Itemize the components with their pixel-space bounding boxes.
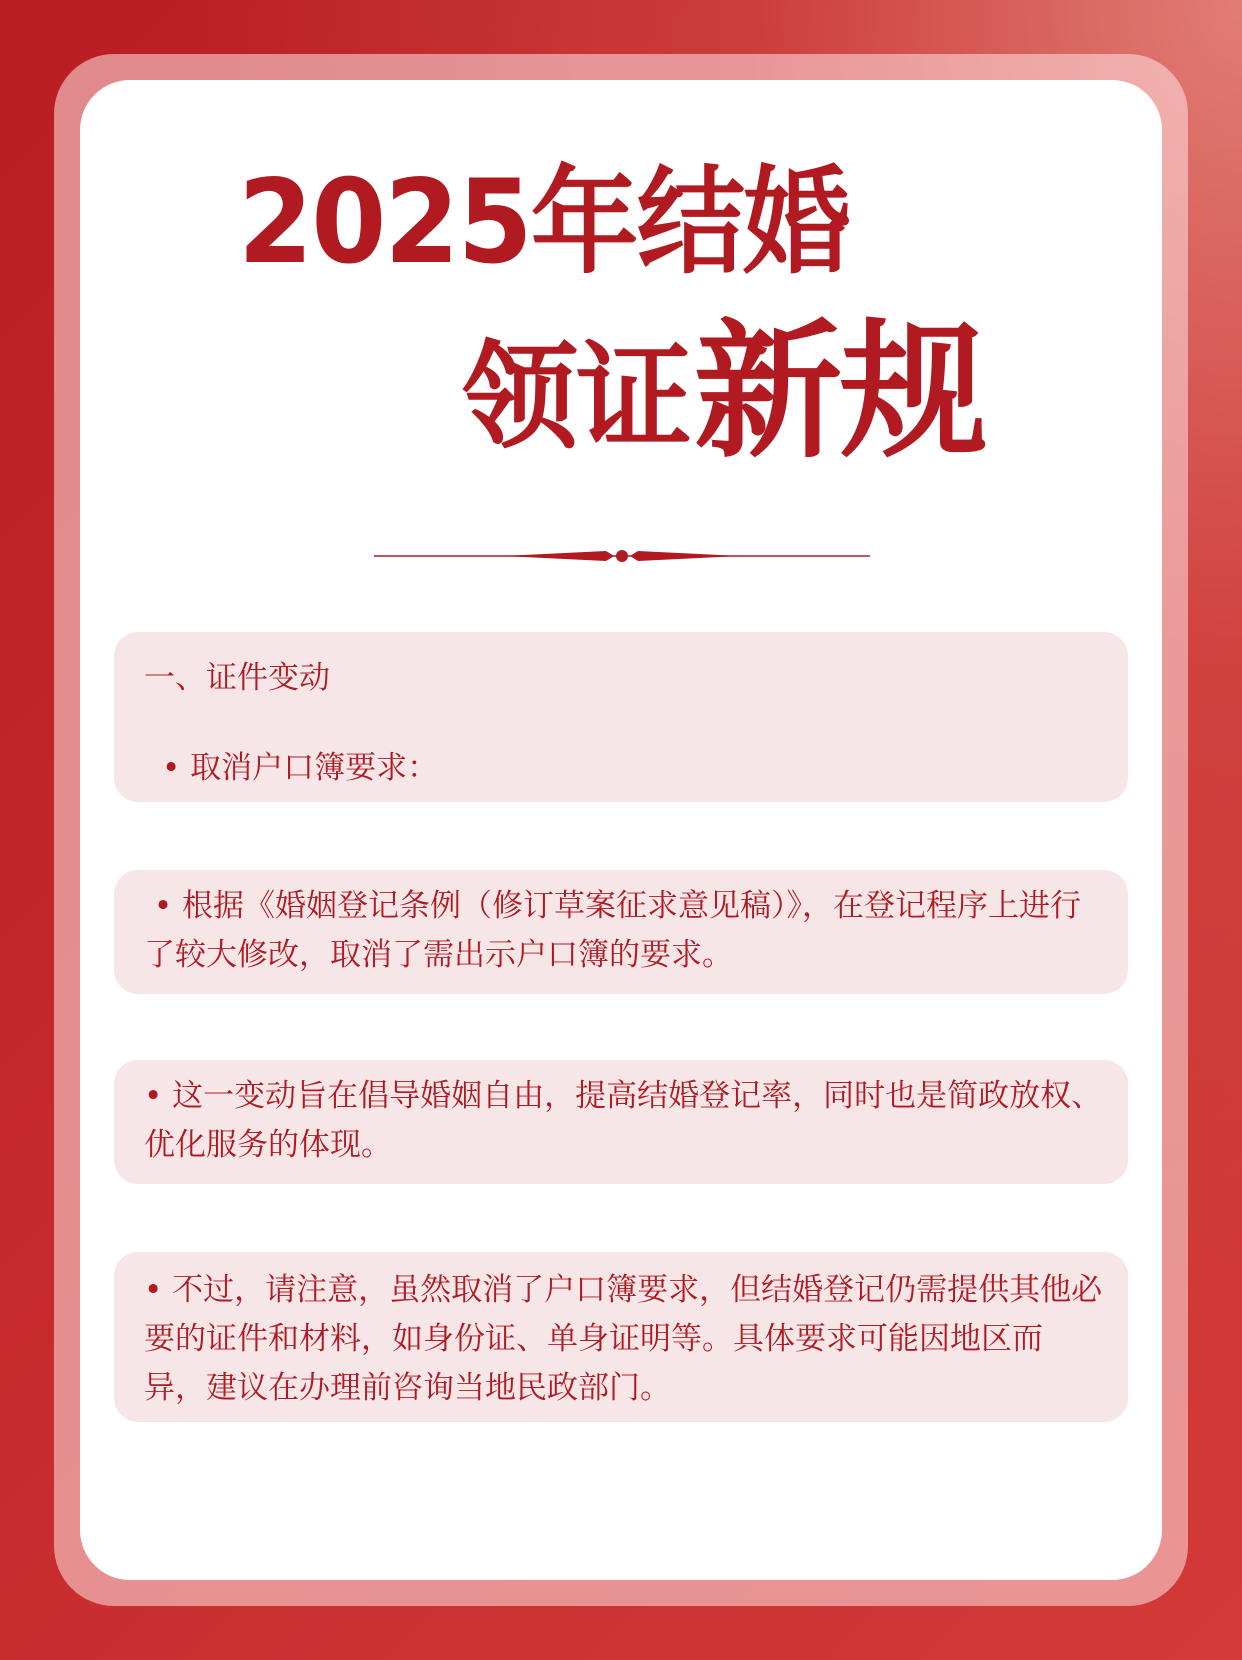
section-box-purpose	[114, 1060, 1128, 1184]
title-line-2	[462, 306, 986, 478]
section-heading: 一、证件变动	[144, 660, 330, 696]
paragraph-regulation: • 根据《婚姻登记条例（修订草案征求意见稿）》，在登记程序上进行了较大修改，取消了需出示户口簿的要求。	[144, 888, 1081, 973]
section-box-document-change	[114, 632, 1128, 802]
divider-center-dot	[616, 550, 628, 562]
divider-left-point	[504, 551, 614, 561]
paragraph-purpose: • 这一变动旨在倡导婚姻自由，提高结婚登记率，同时也是简政放权、优化服务的体现。	[144, 1078, 1103, 1163]
sub-bullet-cancel-hukou: • 取消户口簿要求：	[162, 750, 439, 786]
ornament-divider	[374, 546, 870, 566]
title-line-2-regular: 领证	[462, 330, 690, 465]
section-box-regulation	[114, 870, 1128, 994]
section-box-notice	[114, 1252, 1128, 1422]
title-line-1: 2025年结婚	[238, 155, 849, 290]
divider-right-point	[630, 551, 740, 561]
title-line-2-emphasis: 新规	[694, 306, 986, 478]
paragraph-notice: • 不过，请注意，虽然取消了户口簿要求，但结婚登记仍需提供其他必要的证件和材料，如身份证、单身证明等。具体要求可能因地区而异，建议在办理前咨询当地民政部门。	[144, 1272, 1103, 1406]
